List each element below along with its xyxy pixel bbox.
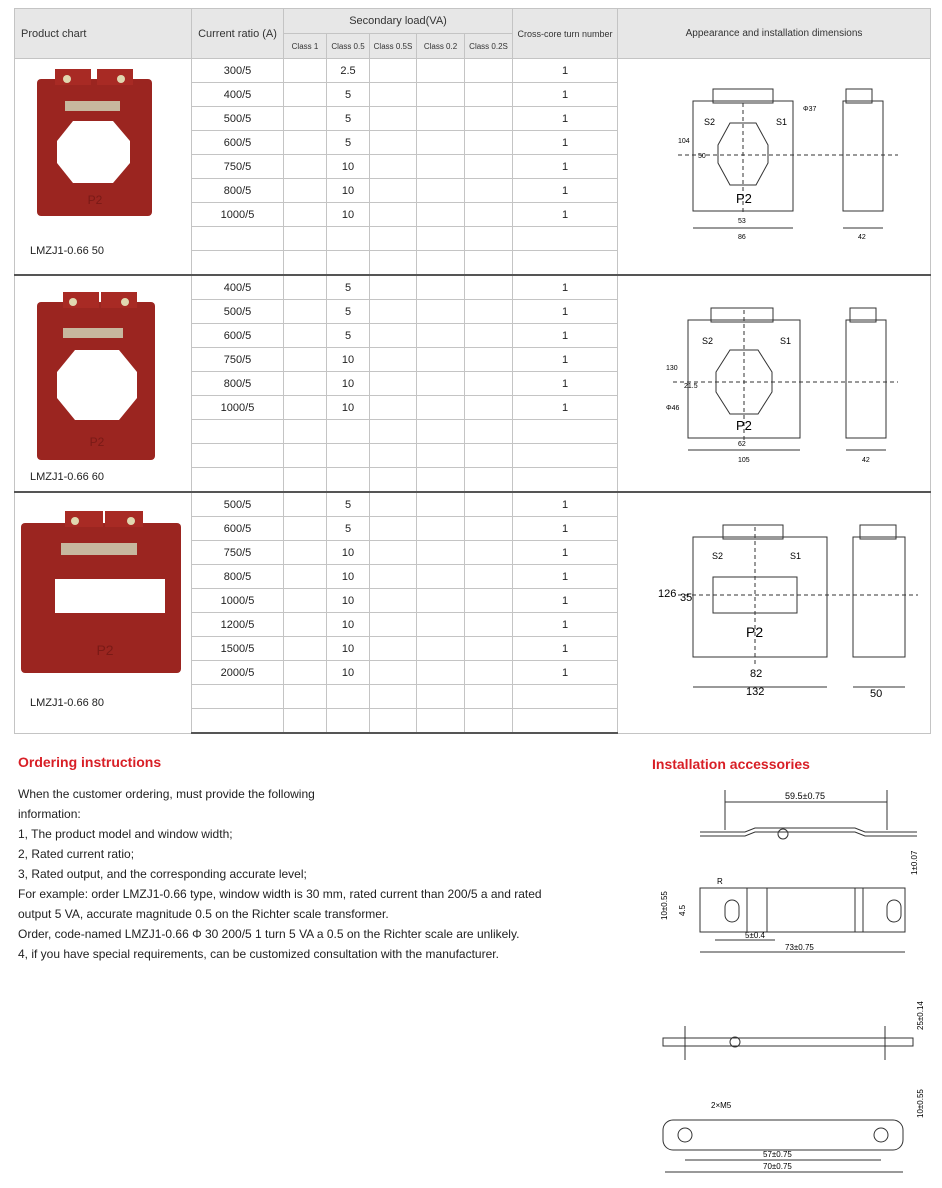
model-label-80: LMZJ1-0.66 80 xyxy=(30,697,104,709)
product-photo-cell xyxy=(15,59,192,276)
current-ratio-cell: 400/5 xyxy=(192,275,284,300)
header-class-02s: Class 0.2S xyxy=(465,34,513,59)
turns-cell: 1 xyxy=(513,107,618,131)
acc-dim: 10±0.55 xyxy=(660,891,669,920)
acc-dim: 73±0.75 xyxy=(785,943,814,952)
label-s2: S2 xyxy=(712,551,724,562)
load-cell: 10 xyxy=(327,372,370,396)
turns-cell: 1 xyxy=(513,396,618,420)
acc-dim: 5±0.4 xyxy=(745,931,765,940)
svg-text:P2: P2 xyxy=(89,435,105,449)
turns-cell: 1 xyxy=(513,83,618,107)
current-ratio-cell: 500/5 xyxy=(192,300,284,324)
ordering-title: Ordering instructions xyxy=(18,754,162,770)
acc-dim: 1±0.07 xyxy=(910,850,919,875)
current-ratio-cell: 800/5 xyxy=(192,179,284,203)
ordering-line: output 5 VA, accurate magnitude 0.5 on the Richter scale transformer. xyxy=(18,907,389,921)
load-cell: 5 xyxy=(327,83,370,107)
ordering-line: 2, Rated current ratio; xyxy=(18,847,135,861)
label-p2: P2 xyxy=(736,417,752,433)
ordering-line: 1, The product model and window width; xyxy=(18,827,233,841)
spec-table xyxy=(14,8,931,734)
dim-width-1: 82 xyxy=(750,668,763,681)
accessories-drawing xyxy=(655,780,935,1180)
model-label-60: LMZJ1-0.66 60 xyxy=(30,471,104,483)
dim-window: 50 xyxy=(698,152,706,160)
turns-cell: 1 xyxy=(513,589,618,613)
current-ratio-cell: 300/5 xyxy=(192,59,284,83)
current-ratio-cell: 750/5 xyxy=(192,348,284,372)
current-ratio-cell: 800/5 xyxy=(192,372,284,396)
dim-diameter: Φ46 xyxy=(666,404,680,412)
load-cell: 10 xyxy=(327,348,370,372)
acc-dim: 70±0.75 xyxy=(763,1162,792,1171)
load-cell: 10 xyxy=(327,155,370,179)
dim-height: 130 xyxy=(666,364,678,372)
acc-dim: 25±0.14 xyxy=(916,1001,925,1030)
acc-dim: 57±0.75 xyxy=(763,1150,792,1159)
ct-photo-80 xyxy=(15,493,191,698)
current-ratio-cell: 1000/5 xyxy=(192,396,284,420)
header-appearance: Appearance and installation dimensions xyxy=(618,9,931,59)
load-cell: 5 xyxy=(327,275,370,300)
turns-cell: 1 xyxy=(513,179,618,203)
ordering-line: 3, Rated output, and the corresponding accurate level; xyxy=(18,867,307,881)
dim-width-1: 53 xyxy=(738,217,746,225)
load-cell: 5 xyxy=(327,300,370,324)
current-ratio-cell: 1000/5 xyxy=(192,589,284,613)
dim-width-1: 62 xyxy=(738,440,746,448)
dim-width-2: 132 xyxy=(746,686,765,699)
label-s2: S2 xyxy=(704,116,716,127)
dim-diameter: Φ37 xyxy=(803,105,817,113)
dimension-drawing-cell xyxy=(618,275,931,492)
acc-dim: 2×M5 xyxy=(711,1101,732,1110)
ordering-text xyxy=(18,784,618,964)
ct-photo-50 xyxy=(15,59,191,264)
load-cell: 10 xyxy=(327,613,370,637)
header-class-05s: Class 0.5S xyxy=(370,34,417,59)
header-class-1: Class 1 xyxy=(284,34,327,59)
current-ratio-cell: 500/5 xyxy=(192,107,284,131)
load-cell: 10 xyxy=(327,661,370,685)
header-current-ratio: Current ratio (A) xyxy=(192,9,284,59)
load-cell: 5 xyxy=(327,324,370,348)
load-cell: 5 xyxy=(327,492,370,517)
svg-text:P2: P2 xyxy=(96,642,114,658)
dim-side: 42 xyxy=(862,456,870,464)
dimension-drawing-cell xyxy=(618,59,931,276)
dimension-drawing-60 xyxy=(618,280,930,485)
turns-cell: 1 xyxy=(513,565,618,589)
current-ratio-cell: 600/5 xyxy=(192,517,284,541)
turns-cell: 1 xyxy=(513,275,618,300)
turns-cell: 1 xyxy=(513,372,618,396)
load-cell: 10 xyxy=(327,589,370,613)
dim-side: 42 xyxy=(858,233,866,241)
turns-cell: 1 xyxy=(513,203,618,227)
turns-cell: 1 xyxy=(513,155,618,179)
model-label-50: LMZJ1-0.66 50 xyxy=(30,245,104,257)
dim-width-2: 86 xyxy=(738,233,746,241)
current-ratio-cell: 1200/5 xyxy=(192,613,284,637)
load-cell: 10 xyxy=(327,396,370,420)
acc-dim: 10±0.55 xyxy=(916,1089,925,1118)
label-s1: S1 xyxy=(780,335,792,346)
load-cell: 2.5 xyxy=(327,59,370,83)
current-ratio-cell: 2000/5 xyxy=(192,661,284,685)
label-p2: P2 xyxy=(736,190,752,206)
current-ratio-cell: 1000/5 xyxy=(192,203,284,227)
ordering-line: information: xyxy=(18,807,81,821)
load-cell: 10 xyxy=(327,203,370,227)
load-cell: 5 xyxy=(327,107,370,131)
dim-width-2: 105 xyxy=(738,456,750,464)
current-ratio-cell: 750/5 xyxy=(192,541,284,565)
turns-cell: 1 xyxy=(513,541,618,565)
load-cell: 5 xyxy=(327,517,370,541)
turns-cell: 1 xyxy=(513,59,618,83)
header-class-05: Class 0.5 xyxy=(327,34,370,59)
ordering-line: 4, if you have special requirements, can be customized consultation with the manufacturer. xyxy=(18,947,499,961)
dim-side: 50 xyxy=(870,688,883,701)
turns-cell: 1 xyxy=(513,637,618,661)
svg-text:P2: P2 xyxy=(87,193,103,207)
header-secondary-load: Secondary load(VA) xyxy=(284,9,513,34)
dimension-drawing-cell xyxy=(618,492,931,733)
dim-height: 104 xyxy=(678,137,690,145)
current-ratio-cell: 500/5 xyxy=(192,492,284,517)
acc-dim: R xyxy=(717,877,723,886)
ordering-line: Order, code-named LMZJ1-0.66 Φ 30 200/5 1 turn 5 VA a 0.5 on the Richter scale are unlikely. xyxy=(18,927,520,941)
header-class-02: Class 0.2 xyxy=(417,34,465,59)
ordering-line: For example: order LMZJ1-0.66 type, window width is 30 mm, rated current than 200/5 a and rated xyxy=(18,887,542,901)
label-p2: P2 xyxy=(746,624,764,641)
current-ratio-cell: 800/5 xyxy=(192,565,284,589)
ordering-line: When the customer ordering, must provide the following xyxy=(18,787,315,801)
label-s2: S2 xyxy=(702,335,714,346)
turns-cell: 1 xyxy=(513,613,618,637)
turns-cell: 1 xyxy=(513,131,618,155)
turns-cell: 1 xyxy=(513,517,618,541)
load-cell: 10 xyxy=(327,565,370,589)
dim-height: 126 xyxy=(658,588,677,601)
turns-cell: 1 xyxy=(513,492,618,517)
turns-cell: 1 xyxy=(513,348,618,372)
acc-dim: 59.5±0.75 xyxy=(785,791,825,801)
dim-window: 35 xyxy=(680,592,693,605)
dim-window: 21.5 xyxy=(684,382,698,390)
accessories-title: Installation accessories xyxy=(652,756,810,772)
header-cross-core: Cross-core turn number xyxy=(513,9,618,59)
header-product-chart: Product chart xyxy=(15,9,192,59)
load-cell: 10 xyxy=(327,541,370,565)
load-cell: 10 xyxy=(327,179,370,203)
current-ratio-cell: 600/5 xyxy=(192,324,284,348)
product-photo-cell xyxy=(15,275,192,492)
acc-dim: 4.5 xyxy=(678,904,687,916)
turns-cell: 1 xyxy=(513,661,618,685)
current-ratio-cell: 400/5 xyxy=(192,83,284,107)
current-ratio-cell: 750/5 xyxy=(192,155,284,179)
load-cell: 5 xyxy=(327,131,370,155)
dimension-drawing-80 xyxy=(618,497,930,725)
label-s1: S1 xyxy=(776,116,788,127)
dimension-drawing-50 xyxy=(618,63,930,268)
load-cell: 10 xyxy=(327,637,370,661)
turns-cell: 1 xyxy=(513,300,618,324)
label-s1: S1 xyxy=(790,551,802,562)
ct-photo-60 xyxy=(15,276,191,481)
current-ratio-cell: 600/5 xyxy=(192,131,284,155)
turns-cell: 1 xyxy=(513,324,618,348)
current-ratio-cell: 1500/5 xyxy=(192,637,284,661)
